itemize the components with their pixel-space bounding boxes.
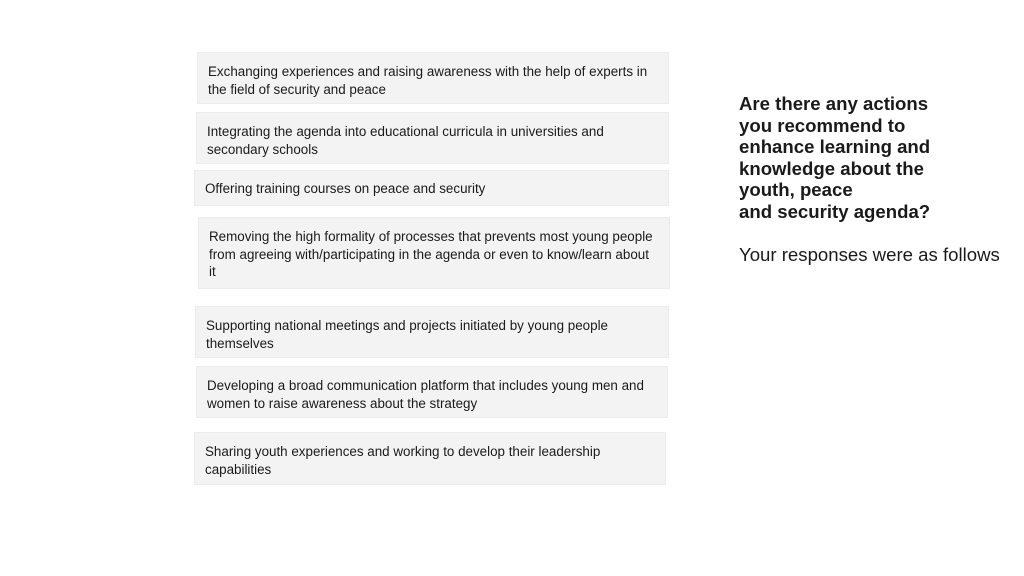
question-line: and security agenda? — [739, 200, 931, 222]
question-line: youth, peace — [739, 179, 853, 201]
response-card — [199, 218, 669, 288]
question-panel — [739, 93, 1009, 265]
response-card — [195, 433, 665, 484]
response-text: Integrating the agenda into educational curricula in universities and secondary schools — [207, 124, 604, 157]
response-card — [197, 367, 667, 417]
response-text: Exchanging experiences and raising awareness with the help of experts in the field of security and peace — [208, 64, 648, 97]
question-heading — [739, 93, 1009, 223]
response-text: Offering training courses on peace and security — [205, 181, 486, 196]
question-line: enhance learning and — [739, 136, 931, 158]
response-text: Removing the high formality of processes that prevents most young people from agreeing with/participating in the agenda or even to know/learn about it — [209, 229, 653, 279]
responses-intro: Your responses were as follows — [739, 243, 1000, 265]
response-card — [195, 171, 668, 205]
response-text: Developing a broad communication platform that includes young men and women to raise awareness about the strategy — [207, 378, 644, 411]
response-card — [196, 307, 668, 357]
response-text: Supporting national meetings and projects initiated by young people themselves — [206, 318, 608, 351]
question-line: knowledge about the — [739, 157, 924, 179]
question-line: you recommend to — [739, 114, 906, 136]
response-card — [197, 113, 668, 163]
question-line: Are there any actions — [739, 93, 929, 114]
response-card — [198, 53, 668, 103]
response-text: Sharing youth experiences and working to develop their leadership capabilities — [205, 444, 601, 477]
